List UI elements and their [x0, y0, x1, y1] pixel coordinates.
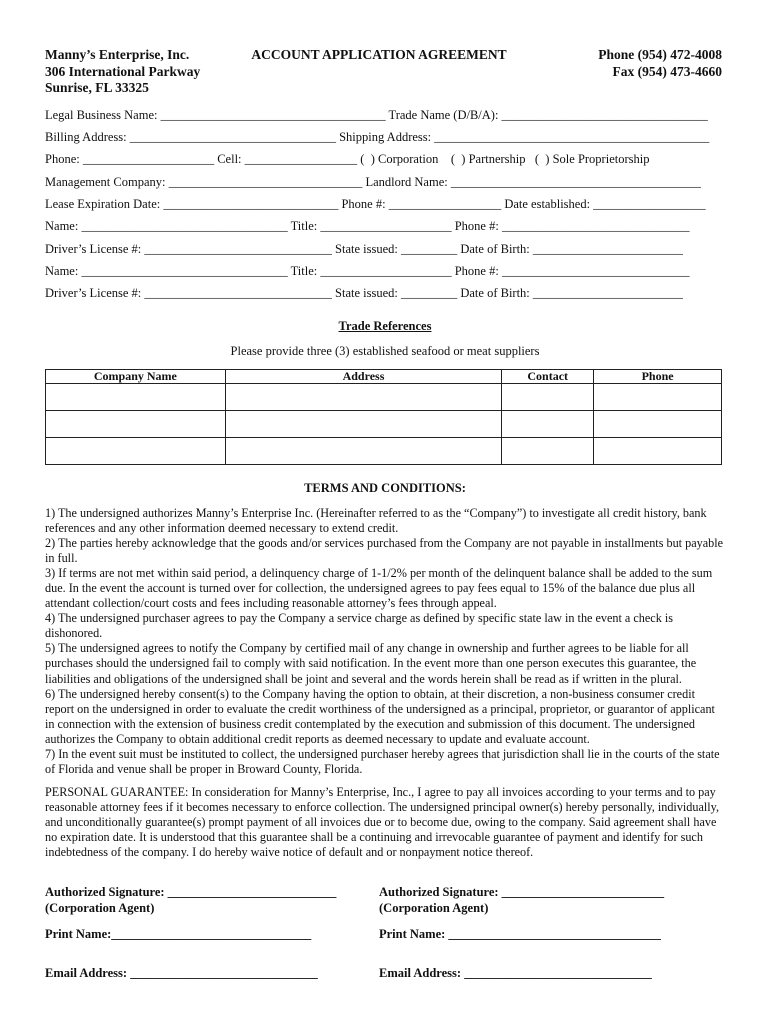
right-corporation-agent-label: (Corporation Agent) [379, 901, 489, 915]
table-row [46, 438, 722, 465]
left-signature-field[interactable]: Authorized Signature: ___________________________ [45, 885, 337, 899]
column-phone: Phone [594, 370, 722, 384]
column-contact: Contact [502, 370, 594, 384]
term-item: 1) The undersigned authorizes Manny’s Enterprise Inc. (Hereinafter referred to as the “Company”) to investigate all credit history, bank references and any other information deemed necessary to extend credit. [45, 506, 707, 536]
trade-references-title: Trade References [338, 319, 432, 333]
column-company-name: Company Name [46, 370, 226, 384]
term-item: 3) If terms are not met within said period, a delinquency charge of 1-1/2% per month of the delinquent balance shall be added to the sum due. In the event the account is turned over for collection, the undersigned agrees to pay fees equal to 15% of the balance due plus all attendant collection/court costs and fees including reasonable attorney’s fees through appeal. [45, 566, 713, 611]
trade-references-subtitle: Please provide three (3) established seafood or meat suppliers [230, 344, 540, 358]
term-item: 4) The undersigned purchaser agrees to pay the Company a service charge as defined by specific state law in the event a check is dishonored. [45, 611, 673, 641]
column-address: Address [225, 370, 502, 384]
company-fax: Fax (954) 473-4660 [612, 63, 722, 79]
terms-title: TERMS AND CONDITIONS: [304, 481, 466, 495]
contact-info [598, 47, 722, 80]
cell-company-name[interactable] [46, 411, 226, 438]
term-item: 5) The undersigned agrees to notify the Company by certified mail of any change in ownership and further agrees to be liable for all purchases should the undersigned fail to comply with said notification. In the event more than one person executes this guarantee, the liabilities and obligations of the undersigned shall be joint and several and the words herein shall be read as if written in the plural. [45, 641, 697, 686]
terms-list [45, 506, 727, 777]
table-row [46, 411, 722, 438]
form-line-lease[interactable]: Lease Expiration Date: ____________________________ Phone #: __________________ Date established: __________________ [45, 197, 706, 211]
term-item: 6) The undersigned hereby consent(s) to the Company having the option to obtain, at their discretion, a non-business consumer credit report on the undersigned in order to evaluate the credit worthiness of the undersigned as a principal, proprietor, or guarantor of applicant in connection with the extension of business credit contemplated by the execution and submission of this document. The undersigned authorizes the Company to obtain additional credit reports as deemed necessary to update and evaluate account. [45, 686, 715, 746]
company-phone: Phone (954) 472-4008 [598, 47, 722, 62]
form-line-address[interactable]: Billing Address: _________________________________ Shipping Address: ____________________________________________ [45, 130, 710, 144]
cell-company-name[interactable] [46, 438, 226, 465]
cell-address[interactable] [225, 438, 502, 465]
term-item: 2) The parties hereby acknowledge that the goods and/or services purchased from the Company are not payable in installments but payable in full. [45, 536, 724, 566]
left-email-field[interactable]: Email Address: ______________________________ [45, 966, 318, 980]
right-signature-field[interactable]: Authorized Signature: __________________________ [379, 885, 665, 899]
company-address-line2: Sunrise, FL 33325 [45, 80, 149, 95]
cell-contact[interactable] [502, 384, 594, 411]
term-item: 7) In the event suit must be instituted to collect, the undersigned purchaser hereby agrees that jurisdiction shall lie in the courts of the state of Florida and venue shall be proper in Broward County, Florida. [45, 746, 720, 776]
personal-guarantee: PERSONAL GUARANTEE: In consideration for Manny’s Enterprise, Inc., I agree to pay all invoices according to your terms and to pay reasonable attorney fees if it becomes necessary to enforce collection. The undersigned principal owner(s) hereby personally, individually, and unconditionally guarantee(s) prompt payment of all invoices due or to become due, owing to the company. Said agreement shall have no expiration date. It is understood that this guarantee shall be a continuing and irrevocable guarantee of payment and identify for such indebtedness of the company. I do hereby waive notice of default and or nonpayment notice thereof. [45, 785, 720, 860]
table-row [46, 384, 722, 411]
form-line-owner1-license[interactable]: Driver’s License #: ______________________________ State issued: _________ Date of Birth: ________________________ [45, 242, 683, 256]
form-line-management[interactable]: Management Company: _______________________________ Landlord Name: ________________________________________ [45, 175, 701, 189]
right-email-field[interactable]: Email Address: ______________________________ [379, 966, 652, 980]
left-print-name-field[interactable]: Print Name:________________________________ [45, 927, 312, 941]
cell-company-name[interactable] [46, 384, 226, 411]
cell-phone[interactable] [594, 438, 722, 465]
form-line-owner1-name[interactable]: Name: _________________________________ Title: _____________________ Phone #: ______________________________ [45, 219, 690, 233]
company-name: Manny’s Enterprise, Inc. [45, 47, 190, 62]
form-line-phone-entity[interactable]: Phone: _____________________ Cell: __________________ ( ) Corporation ( ) Partnership ( ) Sole Proprietorship [45, 152, 650, 166]
cell-address[interactable] [225, 411, 502, 438]
cell-contact[interactable] [502, 411, 594, 438]
trade-references-table [45, 369, 722, 465]
document-title: ACCOUNT APPLICATION AGREEMENT [251, 47, 507, 62]
form-line-owner2-name[interactable]: Name: _________________________________ Title: _____________________ Phone #: ______________________________ [45, 264, 690, 278]
form-line-business-name[interactable]: Legal Business Name: ____________________________________ Trade Name (D/B/A): _________________________________ [45, 108, 708, 122]
cell-address[interactable] [225, 384, 502, 411]
left-corporation-agent-label: (Corporation Agent) [45, 901, 155, 915]
table-header-row [46, 370, 722, 384]
cell-phone[interactable] [594, 411, 722, 438]
right-print-name-field[interactable]: Print Name: __________________________________ [379, 927, 661, 941]
cell-phone[interactable] [594, 384, 722, 411]
cell-contact[interactable] [502, 438, 594, 465]
company-address-line1: 306 International Parkway [45, 63, 201, 79]
form-line-owner2-license[interactable]: Driver’s License #: ______________________________ State issued: _________ Date of Birth: ________________________ [45, 286, 683, 300]
